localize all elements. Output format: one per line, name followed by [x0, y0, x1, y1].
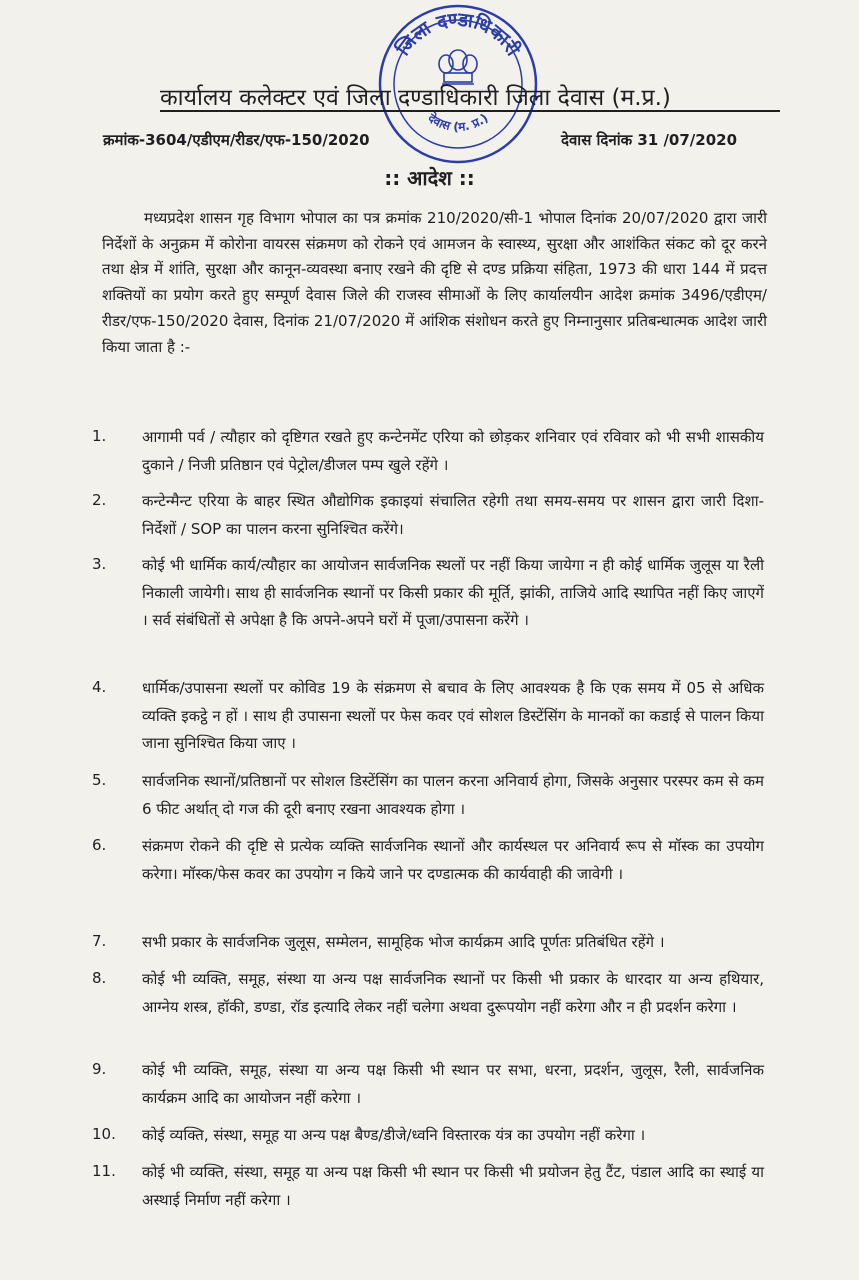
item-text: कोई भी धार्मिक कार्य/त्यौहार का आयोजन सार्वजनिक स्थलों पर नहीं किया जायेगा न ही कोई धार्मिक जुलूस या रैली निकाली जायेगी। साथ ही सार्वजनिक स्थानों पर किसी प्रकार की मूर्ति, झांकी, ताजिये आदि स्थापित नहीं किए जाएगें । सर्व संबंधितों से अपेक्षा है कि अपने-अपने घरों में पूजा/उपासना करेंगे । [142, 556, 764, 629]
item-number: 7. [92, 932, 107, 950]
item-text: धार्मिक/उपासना स्थलों पर कोविड 19 के संक्रमण से बचाव के लिए आवश्यक है कि एक समय में 05 से अधिक व्यक्ति इकट्ठे न हों । साथ ही उपासना स्थलों पर फेस कवर एवं सोशल डिस्टेंसिंग के मानकों का कडाई से पालन किया जाना सुनिश्चित किया जाए । [142, 679, 764, 752]
item-number: 2. [92, 491, 107, 509]
item-text: संक्रमण रोकने की दृष्टि से प्रत्येक व्यक्ति सार्वजनिक स्थानों और कार्यस्थल पर अनिवार्य रूप से मॉस्क का उपयोग करेगा। मॉस्क/फेस कवर का उपयोग न किये जाने पर दण्डात्मक की कार्यवाही की जावेगी । [142, 837, 764, 883]
reference-number: क्रमांक-3604/एडीएम/रीडर/एफ-150/2020 [103, 131, 370, 149]
item-number: 5. [92, 771, 107, 789]
item-text: आगामी पर्व / त्यौहार को दृष्टिगत रखते हुए कन्टेनमेंट एरिया को छोड़कर शनिवार एवं रविवार को भी सभी शासकीय दुकाने / निजी प्रतिष्ठान एवं पेट्रोल/डीजल पम्प खुले रहेंगे । [142, 428, 764, 474]
item-number: 6. [92, 836, 107, 854]
item-text: कन्टेन्मैन्ट एरिया के बाहर स्थित औद्योगिक इकाइयां संचालित रहेगी तथा समय-समय पर शासन द्वारा जारी दिशा-निर्देशों / SOP का पालन करना सुनिश्चित करेंगे। [142, 492, 764, 538]
item-number: 8. [92, 969, 107, 987]
item-text: कोई भी व्यक्ति, समूह, संस्था या अन्य पक्ष किसी भी स्थान पर सभा, धरना, प्रदर्शन, जुलूस, रैली, सार्वजनिक कार्यक्रम आदि का आयोजन नहीं करेगा । [142, 1061, 764, 1107]
item-number: 3. [92, 555, 107, 573]
item-number: 1. [92, 427, 107, 445]
seal-bottom-text: देवास (म. प्र.) [425, 110, 491, 134]
item-text: कोई व्यक्ति, संस्था, समूह या अन्य पक्ष बैण्ड/डीजे/ध्वनि विस्तारक यंत्र का उपयोग नहीं करेगा । [142, 1126, 646, 1144]
item-text: कोई भी व्यक्ति, संस्था, समूह या अन्य पक्ष किसी भी स्थान पर किसी भी प्रयोजन हेतु टैंट, पंडाल आदि का स्थाई या अस्थाई निर्माण नहीं करेगा । [142, 1163, 764, 1209]
order-heading: :: आदेश :: [384, 166, 475, 190]
item-number: 4. [92, 678, 107, 696]
item-number: 9. [92, 1060, 107, 1078]
item-text: सार्वजनिक स्थानों/प्रतिष्ठानों पर सोशल डिस्टेंसिंग का पालन करना अनिवार्य होगा, जिसके अनुसार परस्पर कम से कम 6 फीट अर्थात् दो गज की दूरी बनाए रखना आवश्यक होगा । [142, 772, 764, 818]
item-number: 10. [92, 1125, 116, 1143]
intro-paragraph: मध्यप्रदेश शासन गृह विभाग भोपाल का पत्र क्रमांक 210/2020/सी-1 भोपाल दिनांक 20/07/2020 द्वारा जारी निर्देशों के अनुक्रम में कोरोना वायरस संक्रमण को रोकने एवं आमजन के स्वास्थ्य, सुरक्षा और आशंकित संकट को दूर करने तथा क्षेत्र में शांति, सुरक्षा और कानून-व्यवस्था बनाए रखने की दृष्टि से दण्ड प्रक्रिया संहिता, 1973 की धारा 144 में प्रदत्त शक्तियों का प्रयोग करते हुए सम्पूर्ण देवास जिले की राजस्व सीमाओं के लिए कार्यालयीन आदेश क्रमांक 3496/एडीएम/रीडर/एफ-150/2020 देवास, दिनांक 21/07/2020 में आंशिक संशोधन करते हुए निम्नानुसार प्रतिबन्धात्मक आदेश जारी किया जाता है :- [102, 209, 767, 356]
seal-text: जिला दण्डाधिकारी [392, 8, 524, 60]
item-text: सभी प्रकार के सार्वजनिक जुलूस, सम्मेलन, सामूहिक भोज कार्यक्रम आदि पूर्णतः प्रतिबंधित रहेंगे । [142, 933, 665, 951]
office-title: कार्यालय कलेक्टर एवं जिला दण्डाधिकारी जिला देवास (म.प्र.) [160, 85, 671, 111]
order-date: देवास दिनांक 31 /07/2020 [561, 131, 738, 149]
item-number: 11. [92, 1162, 116, 1180]
item-text: कोई भी व्यक्ति, समूह, संस्था या अन्य पक्ष सार्वजनिक स्थानों पर किसी भी प्रकार के धारदार या अन्य हथियार, आग्नेय शस्त्र, हॉकी, डण्डा, रॉड इत्यादि लेकर नहीं चलेगा अथवा दुरूपयोग नहीं करेगा और न ही प्रदर्शन करेगा । [142, 970, 764, 1016]
